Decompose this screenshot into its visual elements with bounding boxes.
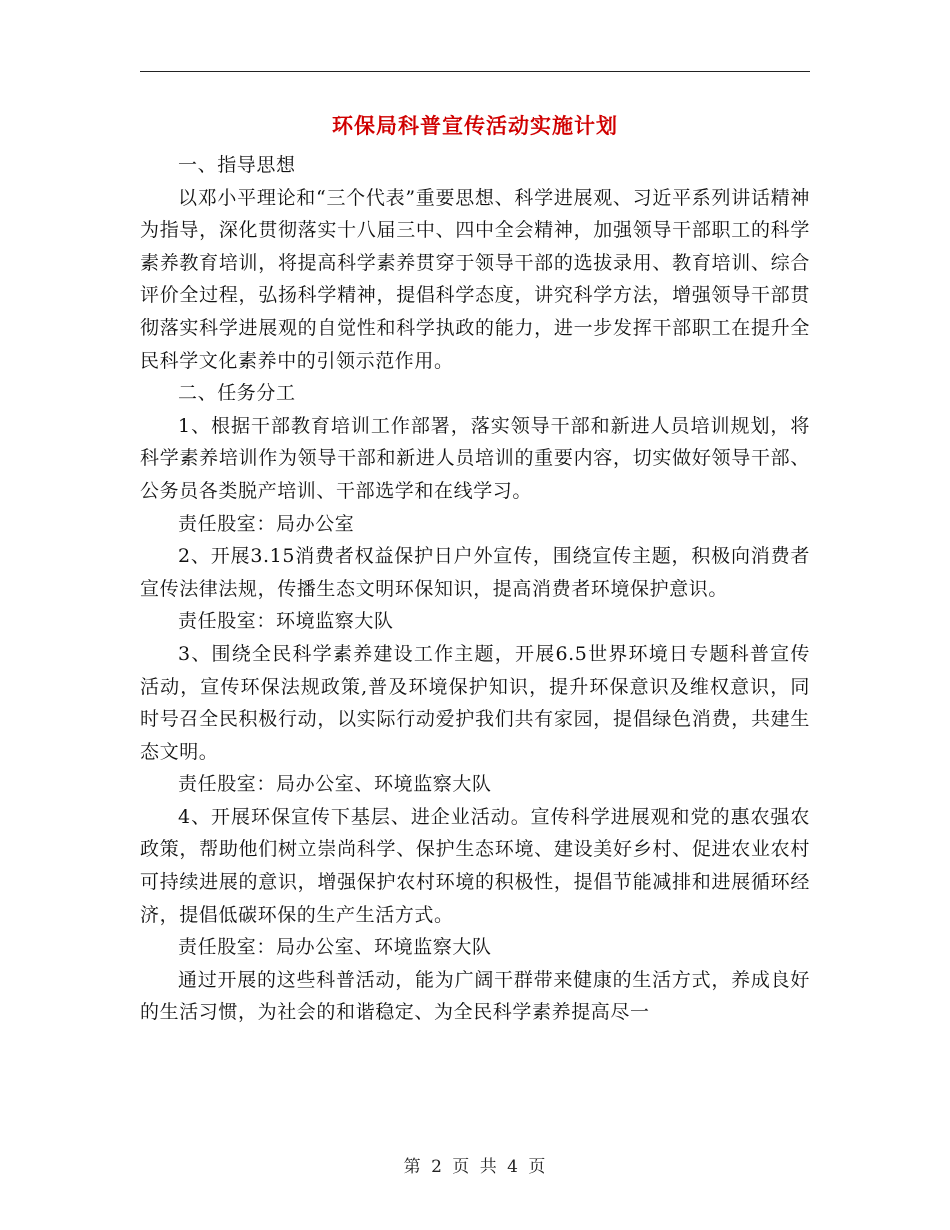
document-body: [140, 149, 810, 1029]
document-title: 环保局科普宣传活动实施计划: [332, 113, 618, 138]
paragraph-task-1: 1、根据干部教育培训工作部署，落实领导干部和新进人员培训规划，将科学素养培训作为领导干部和新进人员培训的重要内容，切实做好领导干部、公务员各类脱产培训、干部选学和在线学习。: [140, 414, 810, 502]
page-number: 第 2 页 共 4 页: [403, 1157, 547, 1177]
paragraph-task-4: 4、开展环保宣传下基层、进企业活动。宣传科学进展观和党的惠农强农政策，帮助他们树立崇尚科学、保护生态环境、建设美好乡村、促进农业农村可持续进展的意识，增强保护农村环境的积极性，提倡节能减排和进展循环经济，提倡低碳环保的生产生活方式。: [140, 805, 810, 926]
responsible-office-1: 责任股室：局办公室: [178, 512, 355, 535]
paragraph-task-2: 2、开展3.15消费者权益保护日户外宣传，围绕宣传主题，积极向消费者宣传法律法规，传播生态文明环保知识，提高消费者环境保护意识。: [140, 545, 810, 600]
responsible-office-4: 责任股室：局办公室、环境监察大队: [178, 936, 492, 959]
section-heading-task-division: 二、任务分工: [178, 382, 296, 405]
responsible-office-3: 责任股室：局办公室、环境监察大队: [178, 773, 492, 796]
section-heading-guiding-ideology: 一、指导思想: [178, 154, 296, 176]
paragraph-task-3: 3、围绕全民科学素养建设工作主题，开展6.5世界环境日专题科普宣传活动，宣传环保法规政策,普及环境保护知识，提升环保意识及维权意识，同时号召全民积极行动，以实际行动爱护我们共有家园，提倡绿色消费，共建生态文明。: [140, 642, 810, 763]
paragraph-guiding-ideology: 以邓小平理论和“三个代表”重要思想、科学进展观、习近平系列讲话精神为指导，深化贯彻落实十八届三中、四中全会精神，加强领导干部职工的科学素养教育培训，将提高科学素养贯穿于领导干部的选拔录用、教育培训、综合评价全过程，弘扬科学精神，提倡科学态度，讲究科学方法，增强领导干部贯彻落实科学进展观的自觉性和科学执政的能力，进一步发挥干部职工在提升全民科学文化素养中的引领示范作用。: [140, 186, 810, 372]
header-rule: [140, 71, 810, 72]
paragraph-conclusion: 通过开展的这些科普活动，能为广阔干群带来健康的生活方式，养成良好的生活习惯，为社会的和谐稳定、为全民科学素养提高尽一: [140, 968, 810, 1024]
responsible-office-2: 责任股室：环境监察大队: [178, 610, 394, 633]
